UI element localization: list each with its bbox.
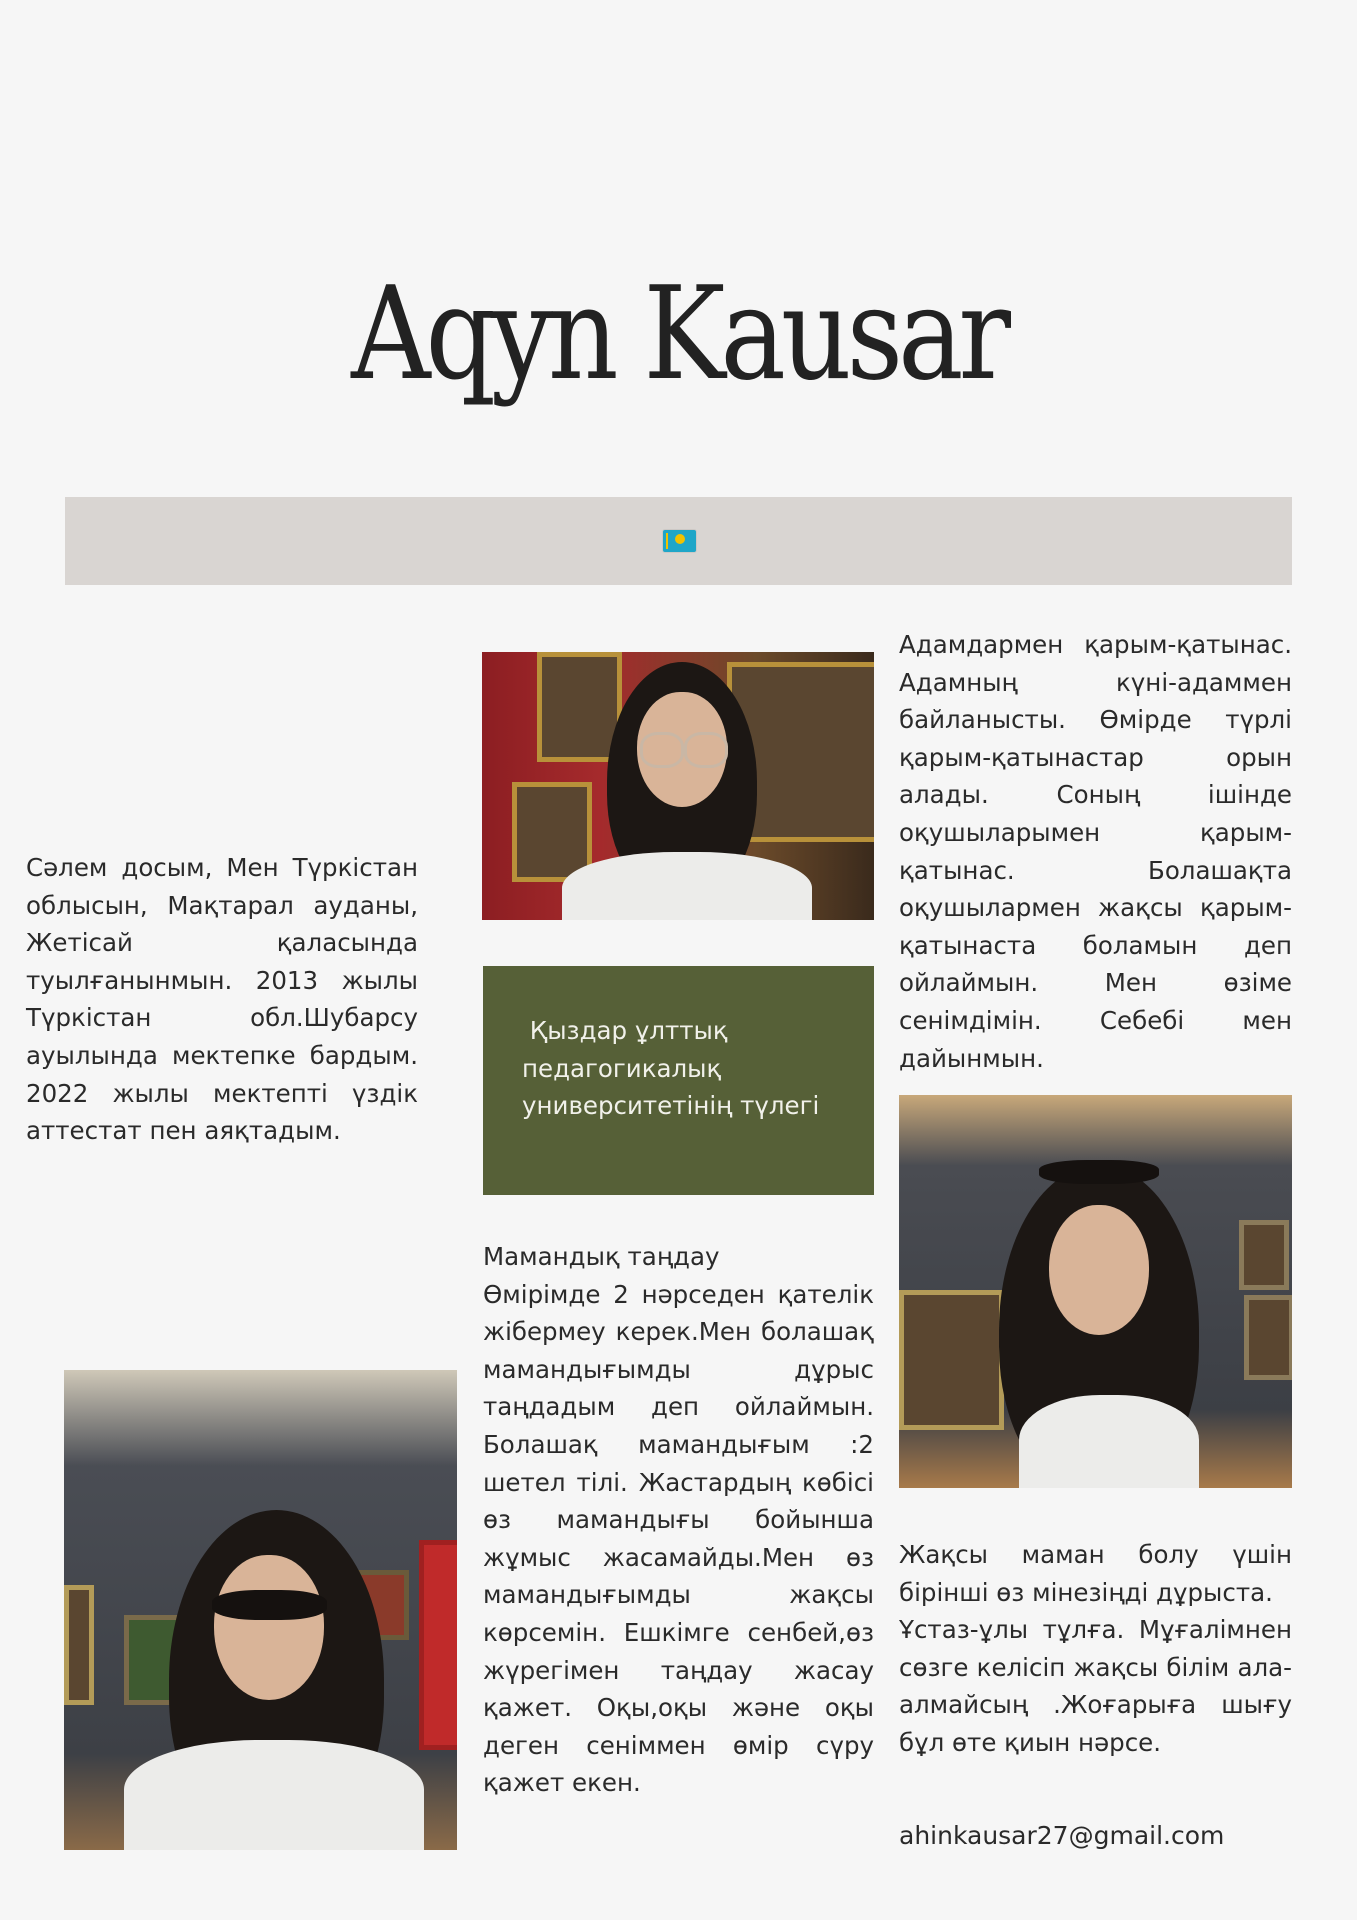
graduate-highlight-text: Қыздар ұлттық педагогикалық университетінің түлегі xyxy=(522,1016,820,1120)
photo-portrait-gallery xyxy=(899,1095,1292,1488)
profession-text: Өмірімде 2 нәрседен қателік жібермеу керек.Мен болашақ мамандығымды дұрыс таңдадым деп ойлаймын. Болашақ мамандығым :2 шетел тілі. Жастардың көбісі өз мамандығы бойынша жұмыс жасамайды.Мен өз мамандығымды жақсы көрсемін. Ешкімге сенбей,өз жүрегімен таңдау жасау қажет. Оқы,оқы және оқы деген сеніммен өмір сүру қажет екен. xyxy=(483,1279,874,1798)
teacher-paragraph xyxy=(899,1536,1292,1762)
communication-paragraph: Адамдармен қарым-қатынас. Адамның күні-адаммен байланысты. Өмірде түрлі қарым-қатынастар орын алады. Соның ішінде оқушыларымен қарым-қатынас. Болашақта оқушылармен жақсы қарым-қатынаста боламын деп ойлаймын. Мен өзіме сенімдімін. Себебі мен дайынмын. xyxy=(899,630,1292,1073)
header-banner xyxy=(65,497,1292,585)
intro-paragraph: Сәлем досым, Мен Түркістан облысын, Мақтарал ауданы, Жетісай қаласында туылғанынмын. 2013 жылы Түркістан обл.Шубарсу ауылында мектепке бардым. 2022 жылы мектепті үздік аттестат пен аяқтадым. xyxy=(26,853,418,1146)
teacher-line-1: Жақсы маман болу үшін бірінші өз мінезіңді дұрыста. xyxy=(899,1540,1292,1607)
photo-portrait-sunglasses xyxy=(64,1370,457,1850)
profession-paragraph xyxy=(483,1238,874,1802)
profession-heading: Мамандық таңдау xyxy=(483,1242,720,1271)
photo-portrait-museum-glasses xyxy=(482,652,874,920)
graduate-highlight-box xyxy=(483,966,874,1195)
kazakhstan-flag-icon xyxy=(663,530,696,552)
contact-email[interactable]: ahinkausar27@gmail.com xyxy=(899,1821,1225,1850)
teacher-line-2: Ұстаз-ұлы тұлға. Мұғалімнен сөзге келісіп жақсы білім ала-алмайсың .Жоғарыға шығу бұл өте қиын нәрсе. xyxy=(899,1615,1292,1757)
page-title: Aqyn Kausar xyxy=(351,260,1006,409)
